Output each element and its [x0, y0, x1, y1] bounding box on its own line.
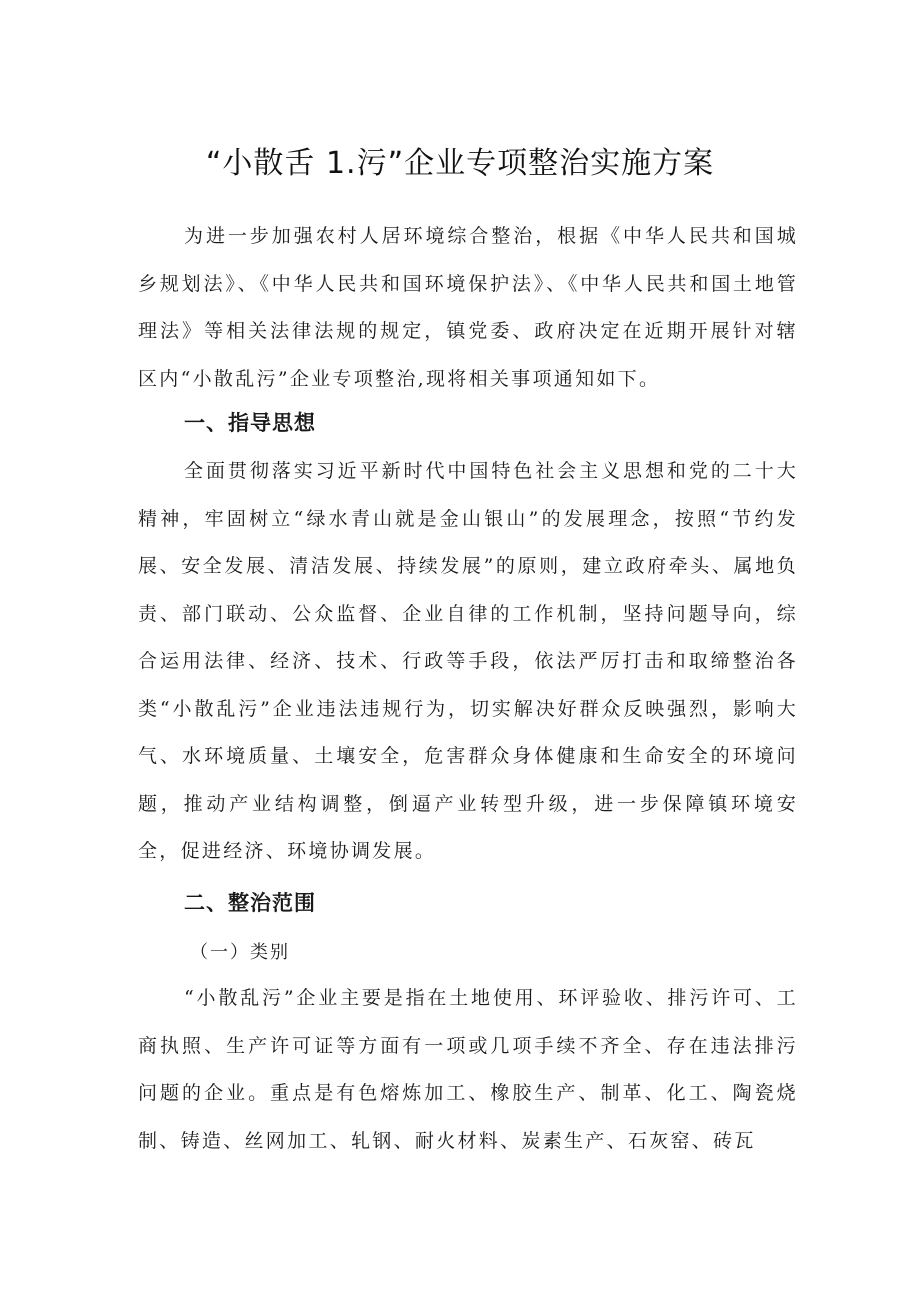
section-heading-scope: 二、整治范围: [184, 891, 316, 915]
document-title: “小散舌 1.污”企业专项整治实施方案: [205, 146, 715, 181]
intro-paragraph: 为进一步加强农村人居环境综合整治，根据《中华人民共和国城乡规划法》、《中华人民共和国环境保护法》、《中华人民共和国土地管理法》等相关法律法规的规定，镇党委、政府决定在近期开展针对辖区内“小散乱污”企业专项整治,现将相关事项通知如下。: [138, 225, 798, 390]
section-heading-guiding-ideology: 一、指导思想: [184, 411, 316, 435]
subsection-heading-category: （一）类别: [190, 942, 290, 963]
guiding-ideology-paragraph: 全面贯彻落实习近平新时代中国特色社会主义思想和党的二十大精神，牢固树立“绿水青山就是金山银山”的发展理念，按照“节约发展、安全发展、清洁发展、持续发展”的原则，建立政府牵头、属地负责、部门联动、公众监督、企业自律的工作机制，坚持问题导向，综合运用法律、经济、技术、行政等手段，依法严厉打击和取缔整治各类“小散乱污”企业违法违规行为，切实解决好群众反映强烈，影响大气、水环境质量、土壤安全，危害群众身体健康和生命安全的环境问题，推动产业结构调整，倒逼产业转型升级，进一步保障镇环境安全，促进经济、环境协调发展。: [138, 460, 798, 862]
category-paragraph: “小散乱污”企业主要是指在土地使用、环评验收、排污许可、工商执照、生产许可证等方面有一项或几项手续不齐全、存在违法排污问题的企业。重点是有色熔炼加工、橡胶生产、制革、化工、陶瓷烧制、铸造、丝网加工、轧钢、耐火材料、炭素生产、石灰窑、砖瓦: [138, 987, 798, 1152]
